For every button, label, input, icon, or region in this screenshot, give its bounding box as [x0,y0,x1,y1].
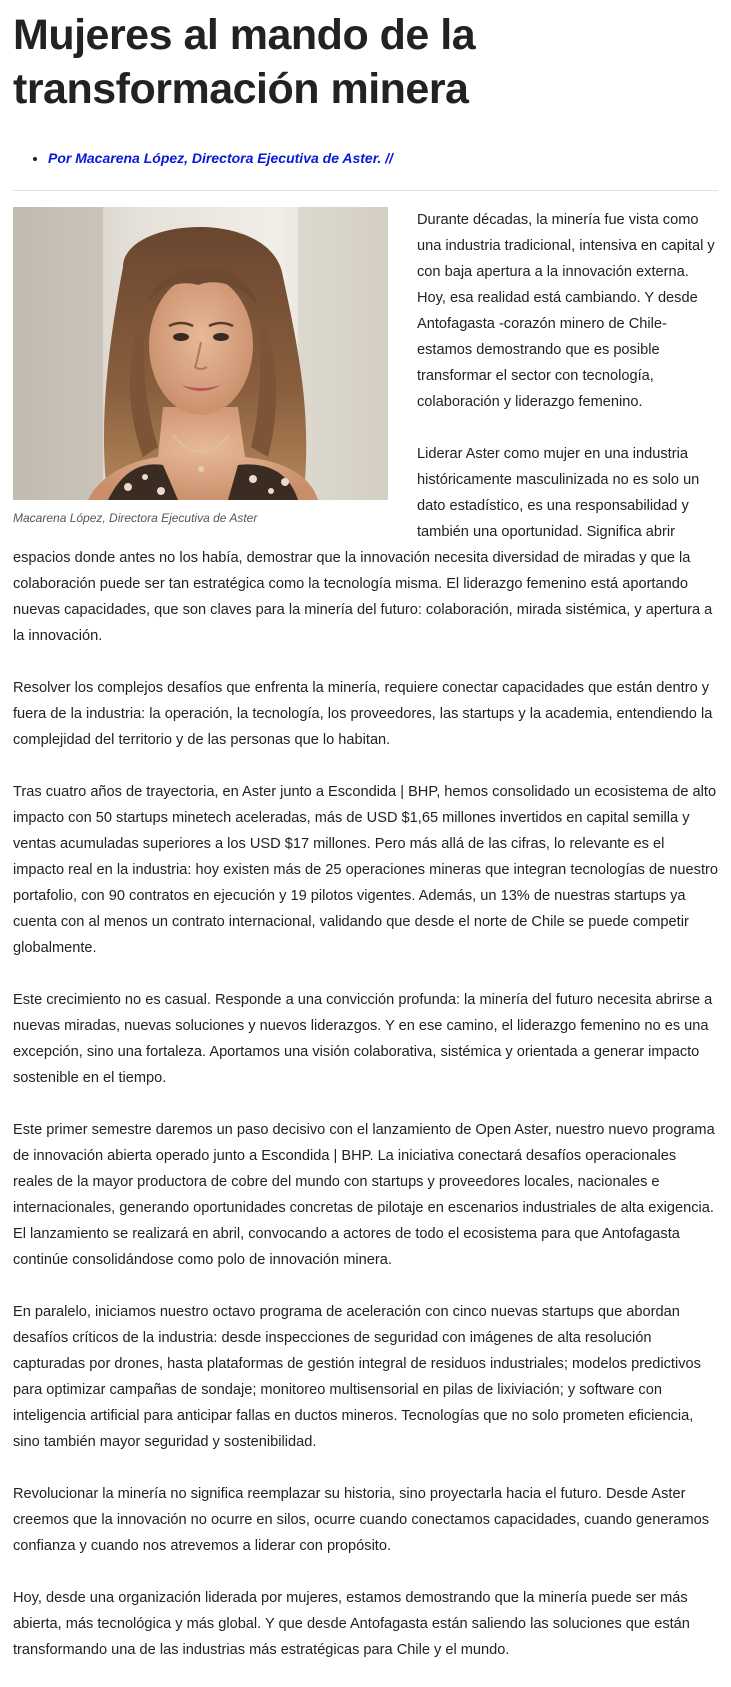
author-byline[interactable]: • Por Macarena López, Directora Ejecutiva de Aster. // [48,148,718,168]
paragraph: Este crecimiento no es casual. Responde a una convicción profunda: la minería del futuro necesita abrirse a nuevas miradas, nuevas soluciones y nuevos liderazgos. Y en ese camino, el liderazgo femenino no es una excepción, sino una fortaleza. Aportamos una visión colaborativa, sistémica y orientada a generar impacto sostenible en el tiempo. [13,992,713,1086]
article-title: Mujeres al mando de la transformación minera [13,11,476,113]
photo-caption: Macarena López, Directora Ejecutiva de Aster [13,511,258,525]
byline-list [13,148,718,168]
paragraph: Hoy, desde una organización liderada por mujeres, estamos demostrando que la minería puede ser más abierta, más tecnológica y más global. Y que desde Antofagasta están saliendo las soluciones que están transformando una de las industrias más estratégicas para Chile y el mundo. [13,1590,690,1658]
paragraph: Resolver los complejos desafíos que enfrenta la minería, requiere conectar capacidades que están dentro y fuera de la industria: la operación, la tecnología, los proveedores, las startups y la academia, entendiendo la complejidad del territorio y de las personas que lo habitan. [13,680,713,748]
paragraph: Durante décadas, la minería fue vista como una industria tradicional, intensiva en capital y con baja apertura a la innovación externa. Hoy, esa realidad está cambiando. Y desde Antofagasta -corazón minero de Chile- estamos demostrando que es posible transformar el sector con tecnología, colaboración y liderazgo femenino. [417,212,715,410]
paragraph: Este primer semestre daremos un paso decisivo con el lanzamiento de Open Aster, nuestro nuevo programa de innovación abierta operado junto a Escondida | BHP. La iniciativa conectará desafíos operacionales reales de la mayor productora de cobre del mundo con startups y proveedores locales, nacionales e internacionales, generando oportunidades concretas de pilotaje en escenarios industriales de alta exigencia. El lanzamiento se realizará en abril, convocando a actores de todo el ecosistema para que Antofagasta continúe consolidándose como polo de innovación minera. [13,1122,715,1268]
paragraph: Revolucionar la minería no significa reemplazar su historia, sino proyectarla hacia el futuro. Desde Aster creemos que la innovación no ocurre en silos, ocurre cuando conectamos capacidades, cuando generamos confianza y cuando nos atrevemos a liderar con propósito. [13,1486,710,1554]
author-photo [13,207,388,500]
header-divider [13,190,718,191]
paragraph: En paralelo, iniciamos nuestro octavo programa de aceleración con cinco nuevas startups que abordan desafíos críticos de la industria: desde inspecciones de seguridad con imágenes de alta resolución capturadas por drones, hasta plataformas de gestión integral de residuos industriales; modelos predictivos para optimizar campañas de sondaje; monitoreo multisensorial en pilas de lixiviación; y software con inteligencia artificial para anticipar fallas en ductos mineros. Tecnologías que no solo prometen eficiencia, sino también mayor seguridad y sostenibilidad. [13,1304,701,1450]
paragraph: Liderar Aster como mujer en una industria históricamente masculinizada no es solo un dato estadístico, es una responsabilidad y también una oportunidad. Significa abrir espacios donde antes no los había, demostrar que la innovación necesita diversidad de miradas y que la colaboración puede ser tan estratégica como la tecnología misma. El liderazgo femenino está aportando nuevas capacidades, que son claves para la minería del futuro: colaboración, mirada sistémica, y apertura a la innovación. [13,446,713,644]
article-figure [13,207,388,526]
paragraph: Tras cuatro años de trayectoria, en Aster junto a Escondida | BHP, hemos consolidado un ecosistema de alto impacto con 50 startups minetech aceleradas, más de USD $1,65 millones invertidos en capital semilla y ventas acumuladas superiores a los USD $17 millones. Pero más allá de las cifras, lo relevante es el impacto real en la industria: hoy existen más de 25 operaciones mineras que integran tecnologías de nuestro portafolio, con 90 contratos en ejecución y 19 pilotos vigentes. Además, un 13% de nuestras startups ya cuenta con al menos un contrato internacional, validando que desde el norte de Chile se puede competir globalmente. [13,784,718,956]
article-body [13,207,718,1663]
